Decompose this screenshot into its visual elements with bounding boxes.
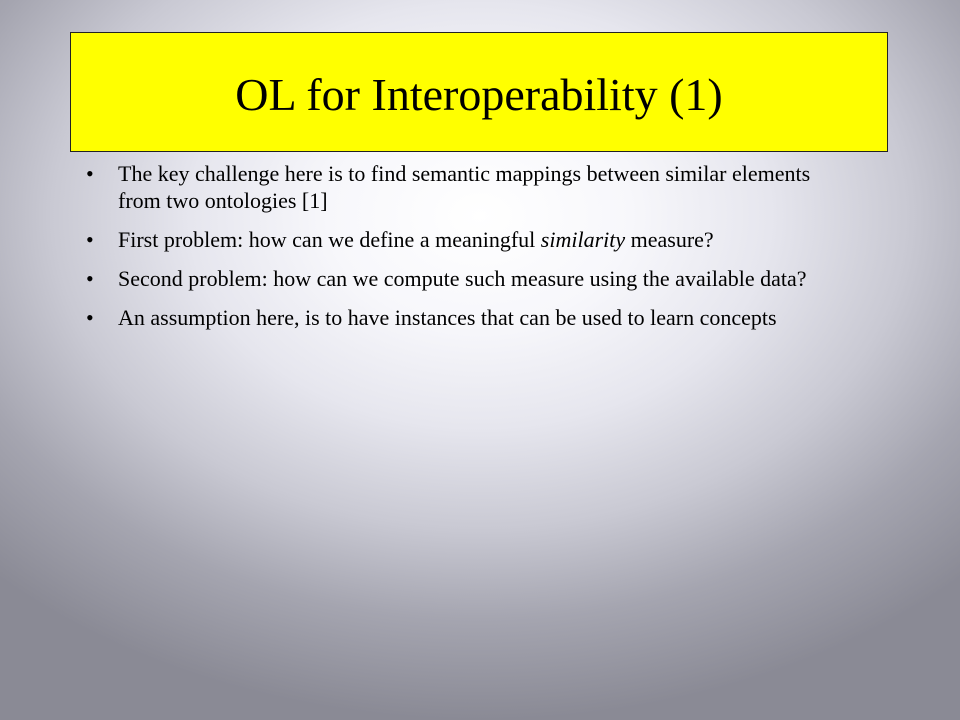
- bullet-item-4: [84, 304, 844, 331]
- bullet-icon: •: [86, 161, 94, 186]
- bullet-text: Second problem: how can we compute such measure using the available data?: [118, 266, 807, 291]
- title-box: [70, 32, 888, 152]
- bullet-item-3: [84, 265, 844, 292]
- bullet-icon: •: [86, 305, 94, 330]
- bullet-icon: •: [86, 266, 94, 291]
- bullet-text-emphasis: similarity: [540, 227, 626, 252]
- bullet-text-before: First problem: how can we define a meaningful: [118, 227, 541, 252]
- bullet-text: An assumption here, is to have instances that can be used to learn concepts: [118, 305, 777, 330]
- bullet-text: The key challenge here is to find semantic mappings between similar elements from two ontologies [1]: [118, 161, 811, 213]
- bullet-item-2: [84, 226, 844, 253]
- bullet-item-1: [84, 160, 844, 214]
- bullet-list: [84, 160, 844, 343]
- bullet-text-after: measure?: [625, 227, 714, 252]
- bullet-icon: •: [86, 227, 94, 252]
- slide-title: OL for Interoperability (1): [235, 69, 723, 120]
